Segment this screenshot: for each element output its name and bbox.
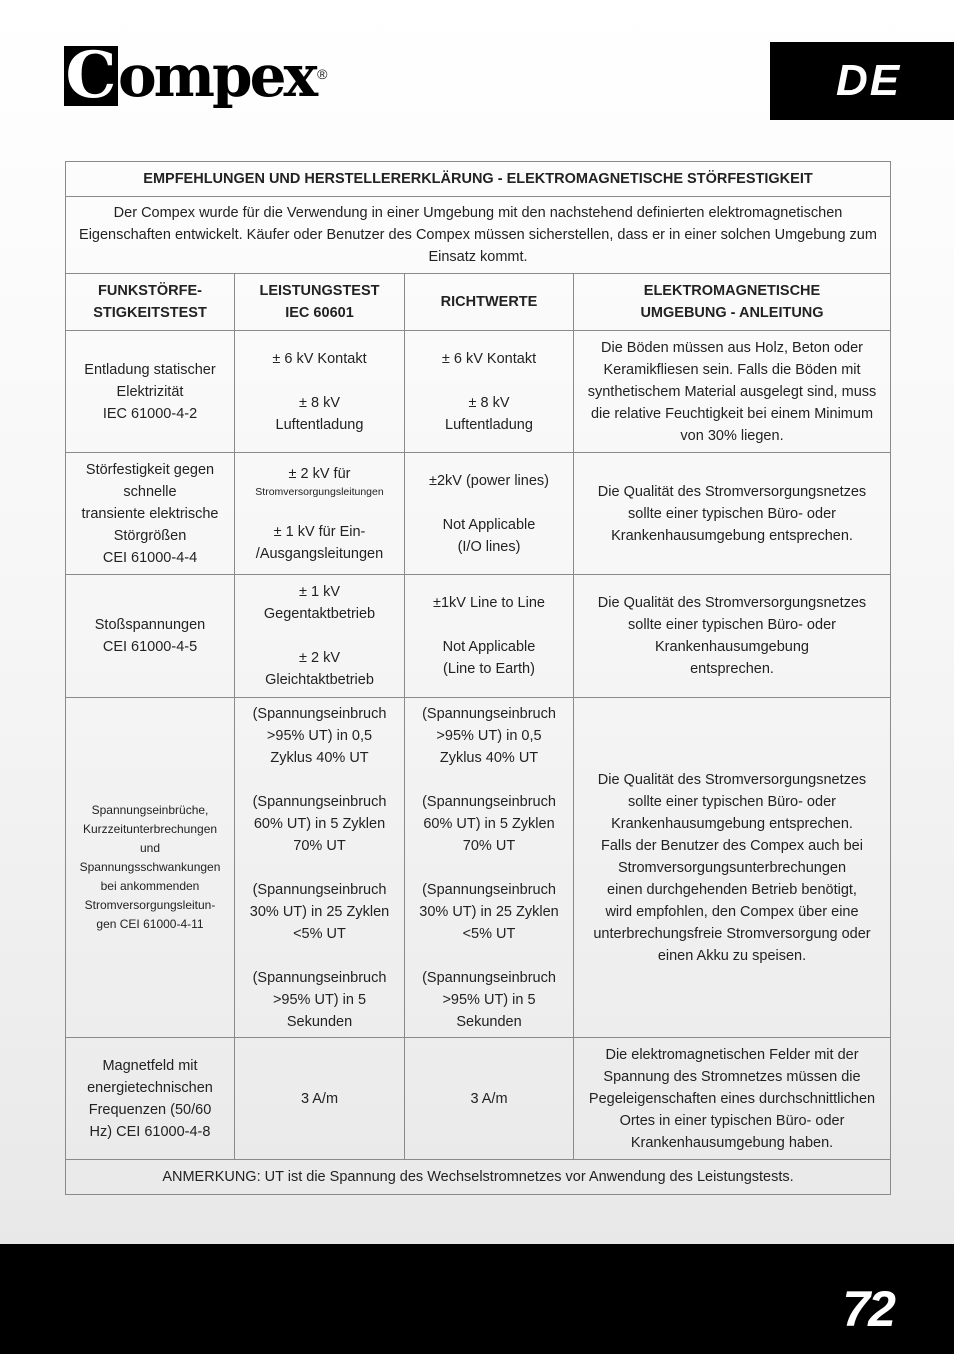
registered-mark: ® [317, 66, 328, 82]
cell-compliance: ±1kV Line to Line Not Applicable (Line to Earth) [405, 575, 574, 698]
table-row [66, 331, 891, 453]
cell-level: ± 6 kV Kontakt ± 8 kV Luftentladung [235, 331, 405, 453]
emc-immunity-table [65, 161, 891, 1195]
cell-test: Störfestigkeit gegen schnelle transiente elektrische Störgrößen CEI 61000-4-4 [66, 453, 235, 575]
column-header-test: FUNKSTÖRFE- STIGKEITSTEST [66, 274, 235, 331]
cell-level: (Spannungseinbruch >95% UT) in 0,5 Zyklus 40% UT (Spannungseinbruch 60% UT) in 5 Zyklen 70% UT (Spannungseinbruch 30% UT) in 25 Zyklen <5% UT (Spannungseinbruch >95% UT) in 5 Sekunden [235, 698, 405, 1038]
page-number: 72 [842, 1281, 894, 1337]
cell-compliance: ±2kV (power lines) Not Applicable (I/O lines) [405, 453, 574, 575]
table-row [66, 1038, 891, 1160]
table-row [66, 698, 891, 1038]
compex-logo [64, 40, 327, 120]
cell-level-part: ± 1 kV für Ein- /Ausgangsleitungen [255, 523, 384, 562]
cell-guidance: Die Qualität des Stromversorgungsnetzes sollte einer typischen Büro- oder Krankenhausumgebung entsprechen. Falls der Benutzer des Compex auch bei Stromversorgungsunterbrechungen einen durchgehenden Betrieb benötigt, wird empfohlen, den Compex über eine unterbrechungsfreie Stromversorgung oder einen Akku zu speisen. [574, 698, 891, 1038]
cell-compliance: ± 6 kV Kontakt ± 8 kV Luftentladung [405, 331, 574, 453]
cell-guidance: Die Böden müssen aus Holz, Beton oder Keramikfliesen sein. Falls die Böden mit synthetischem Material ausgelegt sind, muss die relative Feuchtigkeit bei einem Minimum von 30% liegen. [574, 331, 891, 453]
cell-level: 3 A/m [235, 1038, 405, 1160]
table-title-row [66, 162, 891, 197]
column-header-compliance: RICHTWERTE [405, 274, 574, 331]
cell-guidance: Die Qualität des Stromversorgungsnetzes sollte einer typischen Büro- oder Krankenhausumgebung entsprechen. [574, 575, 891, 698]
table-title: EMPFEHLUNGEN UND HERSTELLERERKLÄRUNG - ELEKTROMAGNETISCHE STÖRFESTIGKEIT [66, 162, 891, 197]
logo-initial: C [65, 46, 117, 106]
table-header-row [66, 274, 891, 331]
cell-level [235, 453, 405, 575]
table-intro-row [66, 197, 891, 274]
table-row [66, 453, 891, 575]
cell-compliance: (Spannungseinbruch >95% UT) in 0,5 Zyklus 40% UT (Spannungseinbruch 60% UT) in 5 Zyklen 70% UT (Spannungseinbruch 30% UT) in 25 Zyklen <5% UT (Spannungseinbruch >95% UT) in 5 Sekunden [405, 698, 574, 1038]
cell-guidance: Die elektromagnetischen Felder mit der Spannung des Stromnetzes müssen die Pegeleigenschaften eines durchschnittlichen Ortes in einer typischen Büro- oder Krankenhausumgebung haben. [574, 1038, 891, 1160]
table-row [66, 575, 891, 698]
logo-wordmark: ompex [118, 42, 316, 110]
cell-level-part: Stromversorgungsleitungen [255, 485, 384, 498]
cell-compliance: 3 A/m [405, 1038, 574, 1160]
cell-test: Entladung statischer Elektrizität IEC 61000-4-2 [66, 331, 235, 453]
cell-guidance: Die Qualität des Stromversorgungsnetzes sollte einer typischen Büro- oder Krankenhausumgebung entsprechen. [574, 453, 891, 575]
table-note: ANMERKUNG: UT ist die Spannung des Wechselstromnetzes vor Anwendung des Leistungstests. [66, 1160, 891, 1195]
cell-test: Magnetfeld mit energietechnischen Frequenzen (50/60 Hz) CEI 61000-4-8 [66, 1038, 235, 1160]
column-header-guidance: ELEKTROMAGNETISCHE UMGEBUNG - ANLEITUNG [574, 274, 891, 331]
language-badge: DE [770, 42, 954, 120]
table-intro: Der Compex wurde für die Verwendung in einer Umgebung mit den nachstehend definierten elektromagnetischen Eigenschaften entwickelt. Käufer oder Benutzer des Compex müssen sicherstellen, dass er in einer solchen Umgebung zum Einsatz kommt. [66, 197, 891, 274]
cell-test: Stoßspannungen CEI 61000-4-5 [66, 575, 235, 698]
cell-test: Spannungseinbrüche, Kurzzeitunterbrechungen und Spannungsschwankungen bei ankommenden Stromversorgungsleitun- gen CEI 61000-4-11 [66, 698, 235, 1038]
page-footer [0, 1244, 954, 1354]
cell-level-part: ± 2 kV für [288, 465, 351, 482]
table-note-row [66, 1160, 891, 1195]
column-header-level: LEISTUNGSTEST IEC 60601 [235, 274, 405, 331]
cell-level: ± 1 kV Gegentaktbetrieb ± 2 kV Gleichtaktbetrieb [235, 575, 405, 698]
